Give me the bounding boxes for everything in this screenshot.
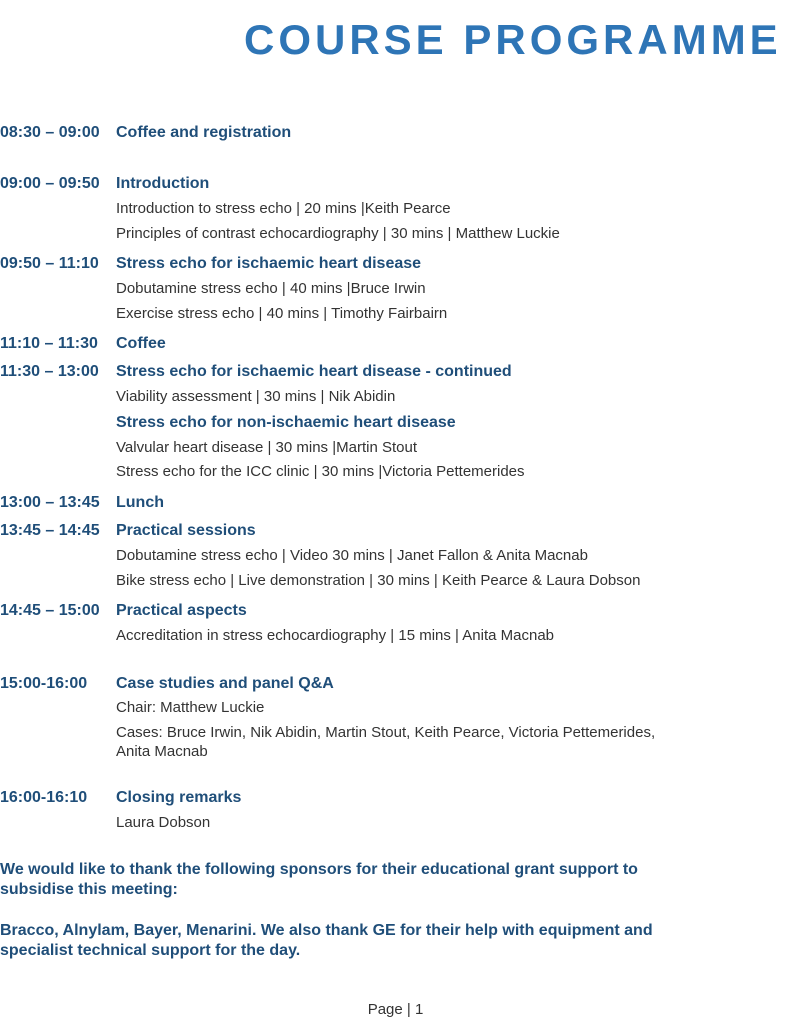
time-slot: 13:00 – 13:45 bbox=[0, 494, 100, 511]
time-slot: 09:00 – 09:50 bbox=[0, 175, 100, 192]
session-heading: Lunch bbox=[116, 494, 164, 511]
time-slot: 16:00-16:10 bbox=[0, 789, 88, 806]
sponsors-text: We would like to thank the following sponsors for their educational grant support to bbox=[0, 861, 638, 878]
session-heading: Practical aspects bbox=[116, 602, 247, 619]
session-heading: Practical sessions bbox=[116, 522, 256, 539]
session-subheading: Stress echo for non-ischaemic heart disease bbox=[116, 414, 456, 431]
session-heading: Introduction bbox=[116, 175, 210, 192]
session-heading: Coffee bbox=[116, 335, 166, 352]
time-slot: 13:45 – 14:45 bbox=[0, 522, 100, 539]
time-slot: 14:45 – 15:00 bbox=[0, 602, 100, 619]
time-slot: 09:50 – 11:10 bbox=[0, 255, 99, 272]
session-item: Chair: Matthew Luckie bbox=[116, 699, 265, 716]
time-slot: 15:00-16:00 bbox=[0, 675, 88, 692]
time-slot: 08:30 – 09:00 bbox=[0, 124, 100, 141]
session-item: Exercise stress echo | 40 mins | Timothy Fairbairn bbox=[116, 305, 448, 322]
session-heading: Stress echo for ischaemic heart disease bbox=[116, 255, 422, 272]
sponsors-text: subsidise this meeting: bbox=[0, 881, 178, 898]
session-heading: Closing remarks bbox=[116, 789, 242, 806]
time-slot: 11:30 – 13:00 bbox=[0, 363, 99, 380]
session-item: Laura Dobson bbox=[116, 814, 211, 831]
session-item: Bike stress echo | Live demonstration | 30 mins | Keith Pearce & Laura Dobson bbox=[116, 572, 641, 589]
time-slot: 11:10 – 11:30 bbox=[0, 335, 98, 352]
session-item: Introduction to stress echo | 20 mins |Keith Pearce bbox=[116, 200, 451, 217]
session-heading: Case studies and panel Q&A bbox=[116, 675, 334, 692]
session-item: Dobutamine stress echo | 40 mins |Bruce Irwin bbox=[116, 280, 426, 297]
session-item: Anita Macnab bbox=[116, 743, 208, 760]
session-item: Dobutamine stress echo | Video 30 mins | Janet Fallon & Anita Macnab bbox=[116, 547, 588, 564]
session-item: Valvular heart disease | 30 mins |Martin Stout bbox=[116, 439, 417, 456]
session-item: Accreditation in stress echocardiography | 15 mins | Anita Macnab bbox=[116, 627, 555, 644]
sponsors-text: Bracco, Alnylam, Bayer, Menarini. We also thank GE for their help with equipment and bbox=[0, 922, 653, 939]
page-title: COURSE PROGRAMME bbox=[244, 16, 782, 63]
session-heading: Stress echo for ischaemic heart disease - continued bbox=[116, 363, 512, 380]
sponsors-text: specialist technical support for the day. bbox=[0, 942, 301, 959]
session-item: Principles of contrast echocardiography | 30 mins | Matthew Luckie bbox=[116, 225, 560, 242]
page-number: Page | 1 bbox=[367, 1001, 424, 1018]
session-item: Cases: Bruce Irwin, Nik Abidin, Martin Stout, Keith Pearce, Victoria Pettemerides, bbox=[116, 724, 656, 741]
session-heading: Coffee and registration bbox=[116, 124, 292, 141]
session-item: Stress echo for the ICC clinic | 30 mins |Victoria Pettemerides bbox=[116, 463, 525, 480]
session-item: Viability assessment | 30 mins | Nik Abidin bbox=[116, 388, 396, 405]
